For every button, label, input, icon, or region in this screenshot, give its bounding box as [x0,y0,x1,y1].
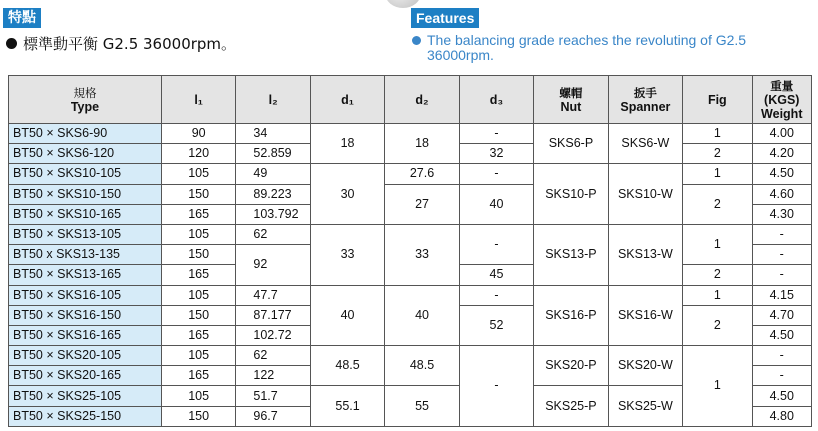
cell-d2: 48.5 [385,346,459,386]
bullet-icon [412,36,421,45]
col-header-spanner: 扳手 Spanner [608,76,682,124]
cell-l1: 150 [161,305,235,325]
cell-spanner: SKS13-W [608,224,682,285]
col-header-d3: d₃ [459,76,533,124]
table-row [9,346,812,366]
cell-l2: 47.7 [236,285,310,305]
cell-l1: 105 [161,386,235,406]
cell-fig: 2 [683,305,752,345]
cell-l2: 92 [236,245,310,285]
cell-nut: SKS6-P [534,124,608,164]
cell-d2: 27 [385,184,459,224]
bullet-icon [6,38,17,49]
cell-l1: 165 [161,366,235,386]
cell-l2: 102.72 [236,325,310,345]
table-row [9,184,812,204]
cell-type: BT50 × SKS25-150 [9,406,162,426]
cell-spanner: SKS25-W [608,386,682,426]
cell-d2: 18 [385,124,459,164]
cell-fig: 2 [683,184,752,224]
cell-l2: 62 [236,224,310,244]
cell-l2: 96.7 [236,406,310,426]
cell-weight: 4.20 [752,144,811,164]
cell-d1: 55.1 [310,386,384,426]
cell-fig: 1 [683,224,752,264]
cell-d1: 33 [310,224,384,285]
cell-weight: - [752,245,811,265]
cell-l2: 51.7 [236,386,310,406]
table-row [9,164,812,184]
cell-l2: 34 [236,124,310,144]
cell-d1: 40 [310,285,384,346]
cell-weight: - [752,346,811,366]
features-title-cn: 特點 [3,8,41,28]
cell-l1: 120 [161,144,235,164]
cell-type: BT50 × SKS6-120 [9,144,162,164]
cell-d2: 40 [385,285,459,346]
cell-weight: 4.50 [752,325,811,345]
features-title-en: Features [411,8,479,28]
gear-graphic [385,0,421,8]
cell-type: BT50 × SKS16-165 [9,325,162,345]
cell-d3: 52 [459,305,533,345]
cell-l1: 165 [161,204,235,224]
cell-weight: 4.50 [752,386,811,406]
cell-l1: 165 [161,325,235,345]
cell-l1: 105 [161,285,235,305]
col-header-weight: 重量 (KGS) Weight [752,76,811,124]
table-header-row [9,76,812,124]
cell-type: BT50 × SKS16-105 [9,285,162,305]
cell-l2: 89.223 [236,184,310,204]
cell-l1: 165 [161,265,235,285]
cell-l1: 150 [161,184,235,204]
cell-l2: 103.792 [236,204,310,224]
cell-l1: 105 [161,164,235,184]
col-header-d1: d₁ [310,76,384,124]
cell-nut: SKS20-P [534,346,608,386]
cell-l2: 122 [236,366,310,386]
cell-d2: 27.6 [385,164,459,184]
cell-spanner: SKS20-W [608,346,682,386]
col-header-nut: 螺帽 Nut [534,76,608,124]
cell-l2: 49 [236,164,310,184]
cell-d1: 48.5 [310,346,384,386]
cell-d3: - [459,285,533,305]
table-row [9,285,812,305]
cell-type: BT50 × SKS20-165 [9,366,162,386]
cell-weight: 4.50 [752,164,811,184]
cell-type: BT50 × SKS10-105 [9,164,162,184]
cell-weight: - [752,366,811,386]
col-header-type: 規格 Type [9,76,162,124]
cell-d2: 55 [385,386,459,426]
cell-d3: - [459,164,533,184]
cell-d3: - [459,224,533,264]
cell-l2: 52.859 [236,144,310,164]
feature-item-en [411,33,811,63]
col-header-fig: Fig [683,76,752,124]
cell-d1: 30 [310,164,384,225]
cell-d3: 40 [459,184,533,224]
cell-weight: 4.60 [752,184,811,204]
cell-l1: 90 [161,124,235,144]
cell-type: BT50 × SKS13-165 [9,265,162,285]
spec-table [8,75,812,427]
cell-spanner: SKS6-W [608,124,682,164]
cell-type: BT50 × SKS20-105 [9,346,162,366]
cell-type: BT50 × SKS10-165 [9,204,162,224]
cell-nut: SKS10-P [534,164,608,225]
cell-l1: 150 [161,245,235,265]
cell-spanner: SKS10-W [608,164,682,225]
cell-type: BT50 × SKS25-105 [9,386,162,406]
cell-l2: 62 [236,346,310,366]
cell-l1: 105 [161,346,235,366]
cell-nut: SKS13-P [534,224,608,285]
table-row [9,224,812,244]
table-row [9,124,812,144]
cell-type: BT50 x SKS13-135 [9,245,162,265]
cell-d3: 45 [459,265,533,285]
cell-fig: 1 [683,124,752,144]
feature-text-cn: 標準動平衡 G2.5 36000rpm。 [23,35,237,53]
col-header-d2: d₂ [385,76,459,124]
cell-weight: - [752,224,811,244]
cell-l1: 150 [161,406,235,426]
cell-weight: 4.80 [752,406,811,426]
cell-l2: 87.177 [236,305,310,325]
cell-d3: - [459,124,533,144]
col-header-l1: l₁ [161,76,235,124]
cell-type: BT50 × SKS13-105 [9,224,162,244]
col-header-l2: l₂ [236,76,310,124]
cell-weight: 4.00 [752,124,811,144]
cell-weight: - [752,265,811,285]
cell-d1: 18 [310,124,384,164]
cell-fig: 1 [683,285,752,305]
cell-type: BT50 × SKS16-150 [9,305,162,325]
cell-weight: 4.30 [752,204,811,224]
cell-spanner: SKS16-W [608,285,682,346]
cell-d3: - [459,346,533,427]
cell-d2: 33 [385,224,459,285]
cell-fig: 2 [683,144,752,164]
cell-nut: SKS25-P [534,386,608,426]
cell-fig: 1 [683,164,752,184]
cell-type: BT50 × SKS10-150 [9,184,162,204]
cell-l1: 105 [161,224,235,244]
cell-weight: 4.15 [752,285,811,305]
feature-item-cn [6,33,236,54]
cell-nut: SKS16-P [534,285,608,346]
cell-fig: 1 [683,346,752,427]
cell-d3: 32 [459,144,533,164]
cell-fig: 2 [683,265,752,285]
cell-type: BT50 × SKS6-90 [9,124,162,144]
cell-weight: 4.70 [752,305,811,325]
feature-text-en: The balancing grade reaches the revoluting of G2.5 36000rpm. [427,32,747,63]
